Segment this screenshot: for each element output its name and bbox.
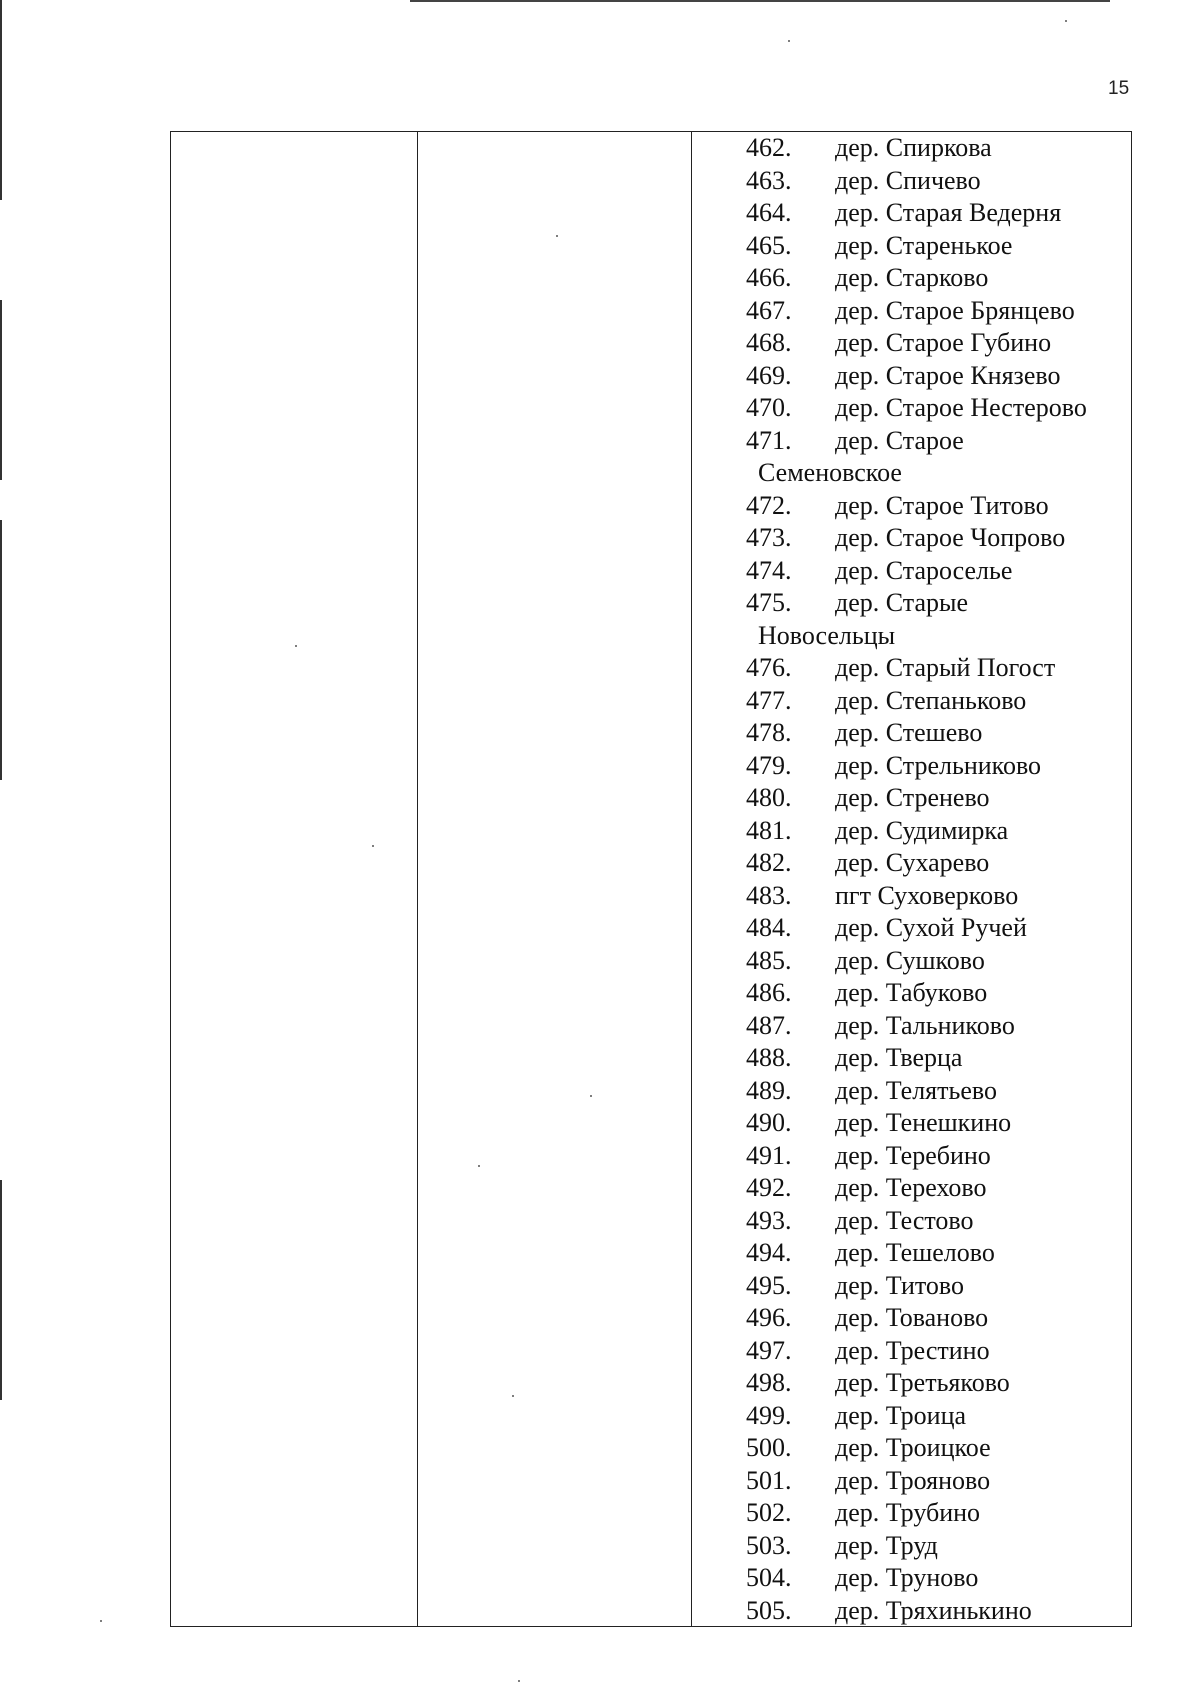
scan-left-edge [0, 0, 2, 200]
item-number: 473. [746, 523, 792, 552]
list-item [692, 587, 1131, 652]
item-number: 495. [746, 1270, 792, 1300]
item-number: 469. [746, 360, 792, 390]
item-name: дер. Титово [835, 1270, 965, 1300]
list-item [692, 1172, 1131, 1205]
item-number: 476. [746, 653, 792, 682]
list-item [692, 1237, 1131, 1270]
item-number: 485. [746, 945, 792, 975]
scan-left-edge [0, 300, 2, 480]
scan-top-edge [410, 0, 1110, 2]
item-number: 465. [746, 230, 792, 260]
item-name: дер. Старое Чопрово [835, 523, 1066, 552]
item-number: 463. [746, 165, 792, 195]
item-name: дер. Сушково [835, 945, 985, 975]
list-item [692, 782, 1131, 815]
item-name: дер. Третьяково [835, 1368, 1010, 1397]
list-item [692, 197, 1131, 230]
list-item [692, 490, 1131, 523]
item-number: 498. [746, 1368, 792, 1397]
list-item [692, 1010, 1131, 1043]
list-item [692, 262, 1131, 295]
item-name: дер. Теребино [835, 1140, 991, 1170]
list-item [692, 1465, 1131, 1498]
item-name: дер. Телятьево [835, 1075, 997, 1105]
table-column-2 [418, 132, 692, 1626]
list-item [692, 1562, 1131, 1595]
item-number: 479. [746, 750, 792, 780]
list-item [692, 1205, 1131, 1238]
item-number: 496. [746, 1303, 792, 1332]
item-number: 467. [746, 295, 792, 325]
item-name: дер. Старково [835, 263, 989, 292]
item-number: 468. [746, 328, 792, 357]
item-name: дер. Старое Нестерово [835, 393, 1087, 422]
list-item [692, 1140, 1131, 1173]
list-item [692, 750, 1131, 783]
list-item [692, 555, 1131, 588]
item-name: дер. Старое [835, 425, 964, 455]
item-name: дер. Старенькое [835, 230, 1013, 260]
list-item [692, 880, 1131, 913]
scan-speck [100, 1620, 102, 1622]
item-number: 481. [746, 815, 792, 845]
item-number: 482. [746, 848, 792, 877]
list-item [692, 1302, 1131, 1335]
list-item [692, 977, 1131, 1010]
item-number: 464. [746, 198, 792, 227]
item-name: дер. Сухой Ручей [835, 913, 1027, 942]
item-name: дер. Сухарево [835, 848, 990, 877]
item-number: 493. [746, 1205, 792, 1235]
list-item [692, 1042, 1131, 1075]
item-number: 483. [746, 880, 792, 910]
item-name: дер. Терехово [835, 1173, 987, 1202]
item-number: 501. [746, 1465, 792, 1495]
item-name: дер. Старое Губино [835, 328, 1052, 357]
item-name: дер. Спичево [835, 165, 981, 195]
item-name: дер. Тестово [835, 1205, 974, 1235]
item-number: 491. [746, 1140, 792, 1170]
item-name: дер. Тверца [835, 1043, 963, 1072]
list-item [692, 132, 1131, 165]
item-number: 504. [746, 1563, 792, 1592]
item-number: 487. [746, 1010, 792, 1040]
item-name-continuation: Семеновское [758, 458, 902, 487]
scan-left-edge [0, 520, 2, 780]
item-name: дер. Тенешкино [835, 1108, 1012, 1137]
list-item [692, 425, 1131, 490]
item-name: дер. Старые [835, 588, 968, 617]
list-item [692, 815, 1131, 848]
list-item [692, 165, 1131, 198]
item-name: дер. Старый Погост [835, 653, 1056, 682]
item-name: дер. Староселье [835, 555, 1013, 585]
item-number: 472. [746, 490, 792, 520]
item-name: дер. Старая Ведерня [835, 198, 1062, 227]
item-name: дер. Тальниково [835, 1010, 1015, 1040]
scan-speck [1065, 20, 1067, 22]
item-name: дер. Старое Брянцево [835, 295, 1075, 325]
item-name: дер. Трояново [835, 1465, 991, 1495]
item-name: дер. Троица [835, 1400, 967, 1430]
item-number: 502. [746, 1498, 792, 1527]
item-number: 489. [746, 1075, 792, 1105]
item-number: 494. [746, 1238, 792, 1267]
item-number: 505. [746, 1595, 792, 1625]
table-column-1 [171, 132, 418, 1626]
item-number: 471. [746, 425, 792, 455]
scan-speck [518, 1680, 520, 1682]
item-name: дер. Труд [835, 1530, 938, 1560]
item-name-continuation: Новосельцы [758, 620, 896, 650]
item-name: дер. Тованово [835, 1303, 989, 1332]
list-item [692, 652, 1131, 685]
item-number: 470. [746, 393, 792, 422]
list-item [692, 847, 1131, 880]
scan-speck [788, 40, 790, 42]
item-name: дер. Тешелово [835, 1238, 995, 1267]
item-number: 475. [746, 588, 792, 617]
item-name: дер. Тряхинькино [835, 1595, 1032, 1625]
list-item [692, 685, 1131, 718]
list-item [692, 1335, 1131, 1368]
item-number: 478. [746, 718, 792, 747]
list-item [692, 1367, 1131, 1400]
list-item [692, 360, 1131, 393]
list-item [692, 230, 1131, 263]
page-number: 15 [1108, 78, 1130, 99]
item-name: дер. Трубино [835, 1498, 981, 1527]
item-name: дер. Степаньково [835, 685, 1027, 715]
list-item [692, 1400, 1131, 1433]
item-number: 477. [746, 685, 792, 715]
list-item [692, 1270, 1131, 1303]
item-name: дер. Трестино [835, 1335, 990, 1365]
item-number: 484. [746, 913, 792, 942]
list-item [692, 1107, 1131, 1140]
list-item [692, 1432, 1131, 1465]
list-item [692, 945, 1131, 978]
document-table [170, 131, 1132, 1627]
table-column-settlements [692, 132, 1131, 1626]
item-name: дер. Судимирка [835, 815, 1009, 845]
item-name: пгт Суховерково [835, 880, 1019, 910]
item-number: 488. [746, 1043, 792, 1072]
item-name: дер. Табуково [835, 978, 988, 1007]
item-number: 499. [746, 1400, 792, 1430]
item-number: 486. [746, 978, 792, 1007]
list-item [692, 522, 1131, 555]
item-number: 503. [746, 1530, 792, 1560]
list-item [692, 1595, 1131, 1628]
item-number: 490. [746, 1108, 792, 1137]
item-number: 466. [746, 263, 792, 292]
item-number: 474. [746, 555, 792, 585]
item-name: дер. Старое Титово [835, 490, 1049, 520]
item-number: 492. [746, 1173, 792, 1202]
item-name: дер. Стренево [835, 783, 990, 812]
item-name: дер. Стешево [835, 718, 983, 747]
item-number: 497. [746, 1335, 792, 1365]
item-name: дер. Троицкое [835, 1433, 991, 1462]
list-item [692, 1075, 1131, 1108]
list-item [692, 327, 1131, 360]
list-item [692, 1497, 1131, 1530]
item-name: дер. Труново [835, 1563, 979, 1592]
list-item [692, 912, 1131, 945]
item-number: 500. [746, 1433, 792, 1462]
list-item [692, 717, 1131, 750]
list-item [692, 392, 1131, 425]
item-number: 480. [746, 783, 792, 812]
item-name: дер. Старое Князево [835, 360, 1061, 390]
scan-left-edge [0, 1180, 2, 1400]
settlement-list [692, 132, 1131, 1627]
list-item [692, 295, 1131, 328]
list-item [692, 1530, 1131, 1563]
item-name: дер. Спиркова [835, 133, 992, 162]
item-number: 462. [746, 133, 792, 162]
item-name: дер. Стрельниково [835, 750, 1042, 780]
